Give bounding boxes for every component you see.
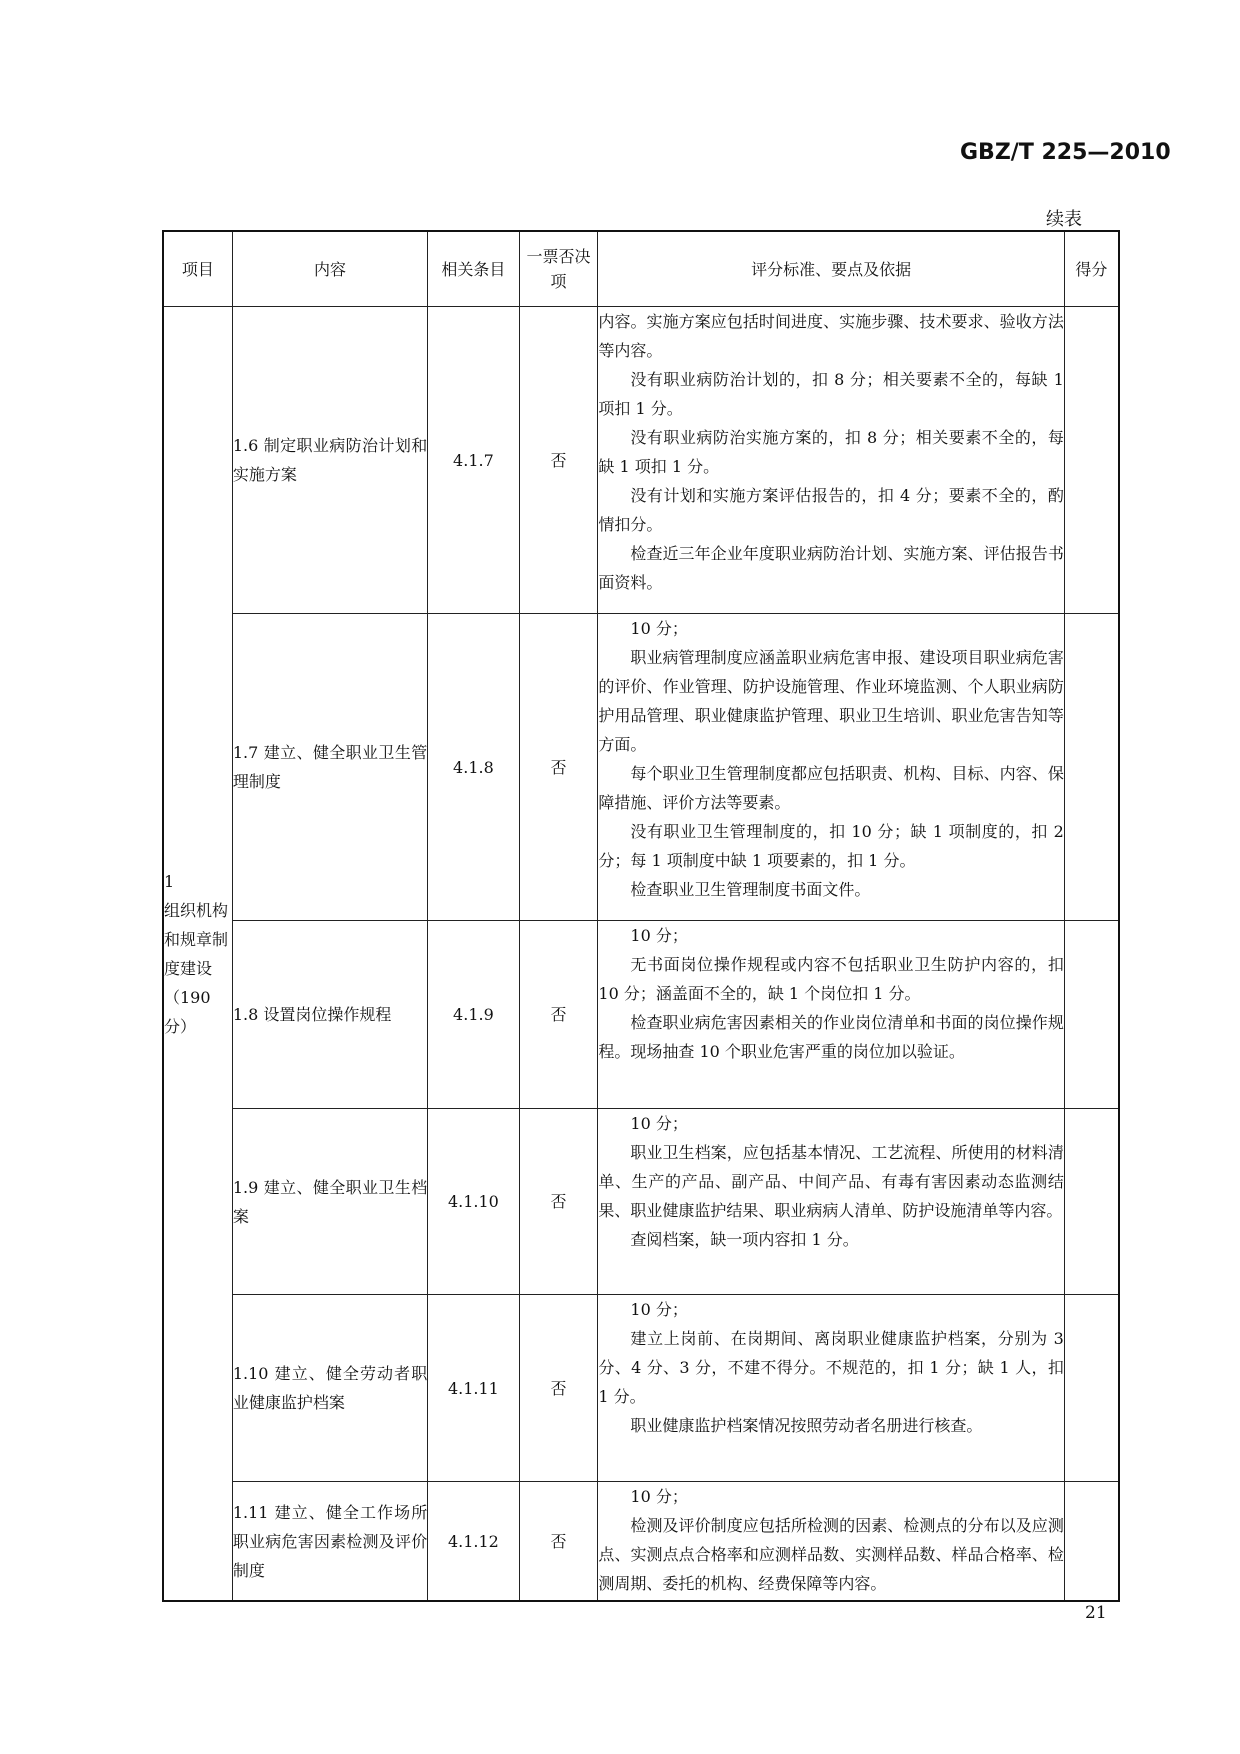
clause-cell: 4.1.11 bbox=[428, 1295, 519, 1482]
criteria-line: 内容。实施方案应包括时间进度、实施步骤、技术要求、验收方法等内容。 bbox=[598, 312, 1064, 360]
criteria-line: 检测及评价制度应包括所检测的因素、检测点的分布以及应测点、实测点点合格率和应测样品数、实测样品数、样品合格率、检测周期、委托的机构、经费保障等内容。 bbox=[598, 1516, 1064, 1593]
header-content: 内容 bbox=[232, 231, 427, 307]
criteria-line: 职业病管理制度应涵盖职业病危害申报、建设项目职业病危害的评价、作业管理、防护设施管理、作业环境监测、个人职业病防护用品管理、职业健康监护管理、职业卫生培训、职业危害告知等方面。 bbox=[598, 648, 1064, 754]
page-number: 21 bbox=[1085, 1603, 1107, 1623]
table-row bbox=[163, 1295, 1119, 1482]
criteria-line: 职业卫生档案，应包括基本情况、工艺流程、所使用的材料清单、生产的产品、副产品、中间产品、有毒有害因素动态监测结果、职业健康监护结果、职业病病人清单、防护设施清单等内容。 bbox=[598, 1143, 1064, 1220]
criteria-line: 没有职业病防治计划的，扣 8 分；相关要素不全的，每缺 1 项扣 1 分。 bbox=[598, 370, 1064, 418]
criteria-line: 没有职业病防治实施方案的，扣 8 分；相关要素不全的，每缺 1 项扣 1 分。 bbox=[598, 428, 1064, 476]
criteria-line: 10 分； bbox=[630, 619, 688, 638]
score-cell[interactable] bbox=[1064, 921, 1119, 1109]
table-row bbox=[163, 614, 1119, 921]
standard-code: GBZ/T 225—2010 bbox=[960, 140, 1171, 165]
table-row bbox=[163, 921, 1119, 1109]
veto-cell: 否 bbox=[519, 307, 598, 614]
veto-cell: 否 bbox=[519, 1109, 598, 1295]
score-cell[interactable] bbox=[1064, 614, 1119, 921]
criteria-cell bbox=[598, 614, 1064, 921]
criteria-line: 每个职业卫生管理制度都应包括职责、机构、目标、内容、保障措施、评价方法等要素。 bbox=[598, 764, 1064, 812]
criteria-line: 职业健康监护档案情况按照劳动者名册进行核查。 bbox=[630, 1416, 983, 1435]
table-continued-label: 续表 bbox=[1046, 209, 1082, 230]
criteria-cell bbox=[598, 1295, 1064, 1482]
score-cell[interactable] bbox=[1064, 307, 1119, 614]
criteria-cell bbox=[598, 1109, 1064, 1295]
project-score: （190 分） bbox=[164, 987, 211, 1036]
header-criteria: 评分标准、要点及依据 bbox=[598, 231, 1064, 307]
criteria-line: 查阅档案，缺一项内容扣 1 分。 bbox=[630, 1230, 859, 1249]
content-cell: 1.8 设置岗位操作规程 bbox=[232, 921, 427, 1109]
table-row bbox=[163, 307, 1119, 614]
criteria-line: 检查职业病危害因素相关的作业岗位清单和书面的岗位操作规程。现场抽查 10 个职业危害严重的岗位加以验证。 bbox=[598, 1013, 1064, 1061]
clause-cell: 4.1.12 bbox=[428, 1482, 519, 1602]
table-header-row bbox=[163, 231, 1119, 307]
score-cell[interactable] bbox=[1064, 1482, 1119, 1602]
scoring-table bbox=[162, 230, 1120, 1602]
project-cell bbox=[163, 307, 232, 1602]
score-cell[interactable] bbox=[1064, 1295, 1119, 1482]
criteria-line: 检查近三年企业年度职业病防治计划、实施方案、评估报告书面资料。 bbox=[598, 544, 1064, 592]
criteria-line: 没有计划和实施方案评估报告的，扣 4 分；要素不全的，酌情扣分。 bbox=[598, 486, 1064, 534]
content-cell: 1.10 建立、健全劳动者职业健康监护档案 bbox=[232, 1295, 427, 1482]
criteria-line: 10 分； bbox=[630, 1114, 688, 1133]
score-cell[interactable] bbox=[1064, 1109, 1119, 1295]
veto-cell: 否 bbox=[519, 1295, 598, 1482]
content-cell: 1.6 制定职业病防治计划和实施方案 bbox=[232, 307, 427, 614]
criteria-line: 10 分； bbox=[630, 1300, 688, 1319]
criteria-line: 建立上岗前、在岗期间、离岗职业健康监护档案，分别为 3 分、4 分、3 分，不建不得分。不规范的，扣 1 分；缺 1 人，扣 1 分。 bbox=[598, 1329, 1064, 1406]
clause-cell: 4.1.8 bbox=[428, 614, 519, 921]
criteria-line: 检查职业卫生管理制度书面文件。 bbox=[630, 880, 871, 899]
clause-cell: 4.1.9 bbox=[428, 921, 519, 1109]
criteria-line: 10 分； bbox=[630, 1487, 688, 1506]
project-number: 1 bbox=[164, 871, 175, 891]
content-cell: 1.7 建立、健全职业卫生管理制度 bbox=[232, 614, 427, 921]
criteria-cell bbox=[598, 921, 1064, 1109]
header-score: 得分 bbox=[1064, 231, 1119, 307]
clause-cell: 4.1.7 bbox=[428, 307, 519, 614]
criteria-line: 10 分； bbox=[630, 926, 688, 945]
table-row bbox=[163, 1482, 1119, 1602]
header-clause: 相关条目 bbox=[428, 231, 519, 307]
header-veto: 一票否决项 bbox=[519, 231, 598, 307]
table-row bbox=[163, 1109, 1119, 1295]
content-cell: 1.11 建立、健全工作场所职业病危害因素检测及评价制度 bbox=[232, 1482, 427, 1602]
veto-cell: 否 bbox=[519, 614, 598, 921]
project-name: 组织机构和规章制度建设 bbox=[164, 900, 229, 978]
veto-cell: 否 bbox=[519, 921, 598, 1109]
clause-cell: 4.1.10 bbox=[428, 1109, 519, 1295]
criteria-line: 无书面岗位操作规程或内容不包括职业卫生防护内容的，扣 10 分；涵盖面不全的，缺 1 个岗位扣 1 分。 bbox=[598, 955, 1064, 1003]
veto-cell: 否 bbox=[519, 1482, 598, 1602]
criteria-cell bbox=[598, 307, 1064, 614]
header-project: 项目 bbox=[163, 231, 232, 307]
content-cell: 1.9 建立、健全职业卫生档案 bbox=[232, 1109, 427, 1295]
criteria-cell bbox=[598, 1482, 1064, 1602]
criteria-line: 没有职业卫生管理制度的，扣 10 分；缺 1 项制度的，扣 2 分；每 1 项制度中缺 1 项要素的，扣 1 分。 bbox=[598, 822, 1064, 870]
